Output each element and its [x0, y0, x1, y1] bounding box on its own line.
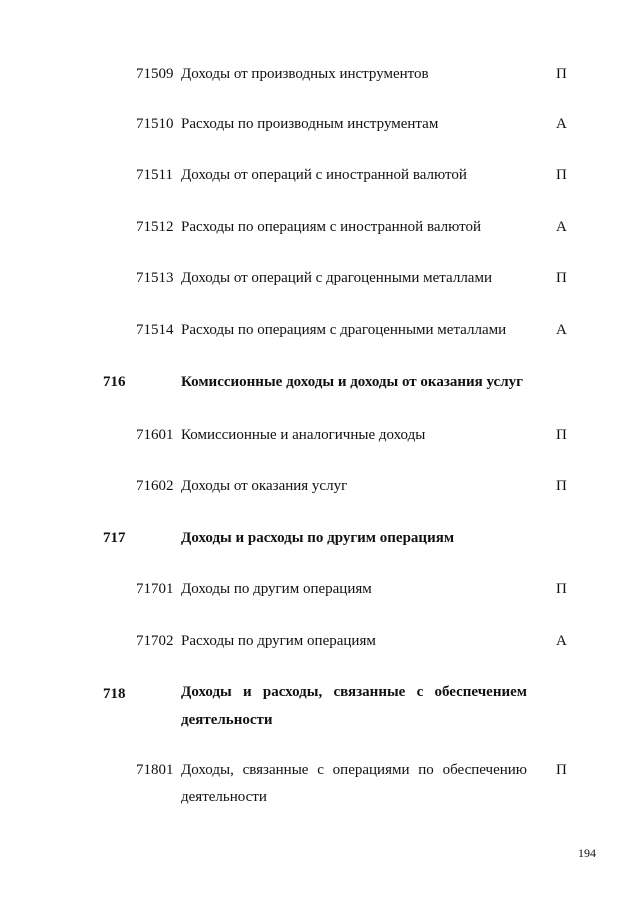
section-title: Доходы и расходы по другим операциям	[181, 530, 455, 546]
account-characteristic: А	[556, 322, 567, 338]
account-characteristic: П	[556, 270, 567, 286]
account-characteristic: П	[556, 581, 567, 597]
account-title: Расходы по производным инструментам	[181, 116, 439, 132]
account-characteristic: А	[556, 633, 567, 649]
account-characteristic: А	[556, 219, 567, 235]
account-code: 71509	[136, 66, 174, 82]
account-title: Доходы от операций с иностранной валютой	[181, 167, 467, 183]
account-title: Расходы по другим операциям	[181, 633, 376, 649]
section-code: 717	[103, 530, 126, 546]
account-code: 71601	[136, 427, 174, 443]
account-code: 71512	[136, 219, 174, 235]
section-code: 718	[103, 686, 126, 702]
account-title: Доходы от оказания услуг	[181, 478, 348, 494]
account-title: Доходы по другим операциям	[181, 581, 372, 597]
account-code: 71513	[136, 270, 174, 286]
account-characteristic: П	[556, 427, 567, 443]
page-number: 194	[578, 846, 596, 860]
account-title: Доходы, связанные с операциями по обеспечению деятельности	[181, 762, 527, 805]
section-code: 716	[103, 374, 126, 390]
account-title: Комиссионные и аналогичные доходы	[181, 427, 426, 443]
account-characteristic: П	[556, 167, 567, 183]
account-title: Доходы от производных инструментов	[181, 66, 429, 82]
account-code: 71514	[136, 322, 174, 338]
account-code: 71602	[136, 478, 174, 494]
account-code: 71701	[136, 581, 174, 597]
account-characteristic: П	[556, 66, 567, 82]
section-title: Комиссионные доходы и доходы от оказания услуг	[181, 374, 523, 390]
account-characteristic: А	[556, 116, 567, 132]
account-characteristic: П	[556, 762, 567, 778]
account-title: Доходы от операций с драгоценными металлами	[181, 270, 492, 286]
account-code: 71702	[136, 633, 174, 649]
account-code: 71510	[136, 116, 174, 132]
account-characteristic: П	[556, 478, 567, 494]
account-code: 71511	[136, 167, 173, 183]
account-code: 71801	[136, 762, 174, 778]
account-title: Расходы по операциям с драгоценными металлами	[181, 322, 507, 338]
account-title: Расходы по операциям с иностранной валютой	[181, 219, 482, 235]
section-title: Доходы и расходы, связанные с обеспечением деятельности	[181, 684, 527, 728]
